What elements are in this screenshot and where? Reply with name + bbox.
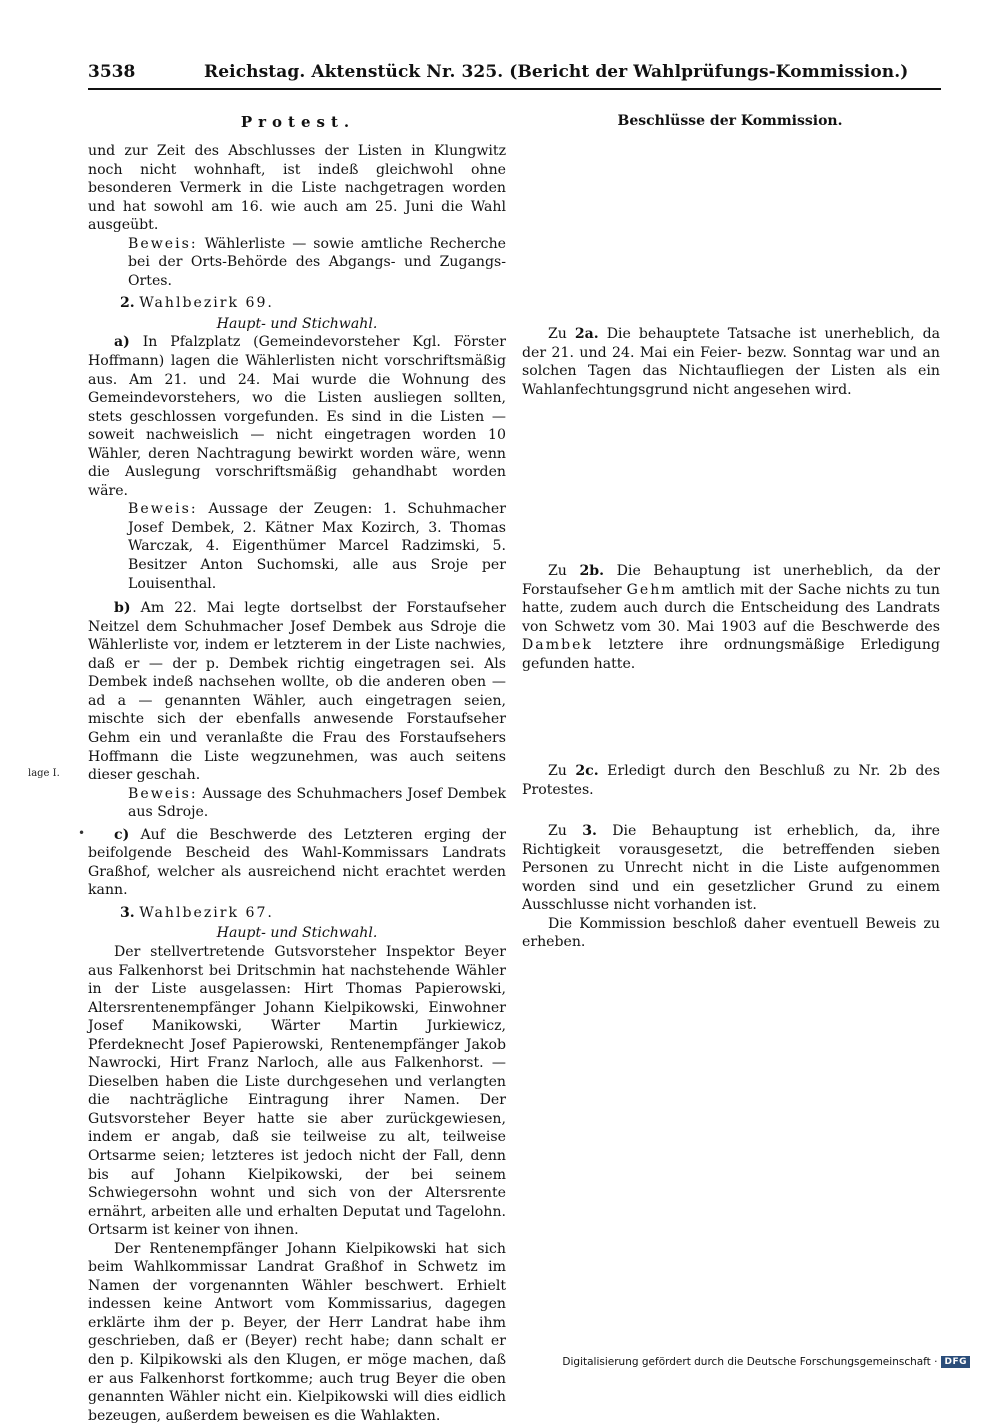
decision-2a: Zu 2a. Die behauptete Tatsache ist unerheblich, da der 21. und 24. Mai ein Feier- bezw. Sonntag war und an solchen Tagen das Nichtaufliegen der Listen als ein Wahlanfechtungsgrund nicht angesehen wird. [522, 326, 940, 398]
section-3-subheading: Haupt- und Stichwahl. [216, 925, 378, 942]
intro-evidence: Beweis: Wählerliste — sowie amtliche Recherche bei der Orts-Behörde des Abgangs- und Zugangs-Ortes. [128, 235, 506, 289]
intro-paragraph: und zur Zeit des Abschlusses der Listen in Klungwitz noch nicht wohnhaft, ist indeß gleichwohl ohne besonderen Vermerk in die Liste nachgetragen worden und hat sowohl am 16. wie auch am 25. Juni die Wahl ausgeübt. [88, 143, 506, 234]
left-column-heading: Protest. [240, 113, 356, 131]
header-rule [88, 88, 941, 90]
section-3-heading: 3. Wahlbezirk 67. [120, 904, 274, 921]
footer-text: Digitalisierung gefördert durch die Deutsche Forschungsgemeinschaft · [562, 1356, 938, 1368]
decision-2c: Zu 2c. Erledigt durch den Beschluß zu Nr. 2b des Protestes. [522, 763, 940, 798]
section-2-heading: 2. Wahlbezirk 69. [120, 295, 274, 312]
margin-dot: • [78, 826, 86, 840]
section-3-paragraph-2: Der Rentenempfänger Johann Kielpikowski hat sich beim Wahlkommissar Landrat Graßhof in Schwetz im Namen der vorgenannten Wähler beschwert. Erhielt indessen keine Antwort vom Kommissarius, dagegen erklärte ihm der p. Beyer, der Herr Landrat habe ihm geschrieben, daß er (Beyer) recht habe; dann schalt er den p. Kilpikowski als den Klugen, er möge machen, daß er aus Falkenhorst fortkomme; auch trug Beyer die oben genannten Wähler nicht ein. Kielpikowski will dies eidlich bezeugen, außerdem beweisen es die Wahlakten. [88, 1240, 506, 1424]
item-2b-evidence: Beweis: Aussage des Schuhmachers Josef Dembek aus Sdroje. [128, 785, 506, 821]
running-title: Reichstag. Aktenstück Nr. 325. (Bericht der Wahlprüfungs-Kommission.) [204, 62, 909, 82]
right-column-heading: Beschlüsse der Kommission. [617, 113, 843, 129]
item-2b: b) Am 22. Mai legte dortselbst der Forstaufseher Neitzel dem Schuhmacher Josef Dembek aus Sdroje die Wählerliste vor, indem er letzterem in der Liste nachwies, daß er — der p. Dembek richtig eingetragen sei. Als Dembek indeß nachsehen wollte, ob die anderen oben — ad a — genannten Wähler, auch eingetragen seien, mischte sich der ebenfalls anwesende Forstaufseher Gehm ein und veranlaßte die Frau des Forstaufsehers Hoffmann die Liste wegzunehmen, was auch seitens dieser geschah. [88, 600, 506, 784]
item-2a: a) In Pfalzplatz (Gemeindevorsteher Kgl. Förster Hoffmann) lagen die Wählerlisten nicht vorschriftsmäßig aus. Am 21. und 24. Mai wurde die Wohnung des Gemeindevorstehers, wo die Listen ausliegen sollten, stets geschlossen vorgefunden. Es sind in die Listen — soweit nachweislich — nicht eingetragen worden 10 Wähler, deren Nachtragung bewirkt worden wäre, wenn die Auslegung vorschriftsmäßig gehandhabt worden wäre. [88, 334, 506, 499]
page-header [88, 58, 941, 88]
section-2-subheading: Haupt- und Stichwahl. [216, 315, 378, 332]
dfg-logo: DFG [941, 1356, 970, 1368]
item-2c: c) Auf die Beschwerde des Letzteren erging der beifolgende Bescheid des Wahl-Kommissars Landrats Graßhof, welcher als ausreichend nicht erachtet werden kann. [88, 826, 507, 899]
margin-note: lage I. [28, 768, 60, 779]
protest-column [88, 142, 506, 1425]
item-2a-evidence: Beweis: Aussage der Zeugen: 1. Schuhmacher Josef Dembek, 2. Kätner Max Kozirch, 3. Thomas Warczak, 4. Eigenthümer Marcel Radzimski, 5. Besitzer Anton Suchomski, alle aus Sroje per Louisenthal. [128, 501, 506, 592]
page-number: 3538 [88, 62, 136, 82]
decision-3: Zu 3. Die Behauptung ist erheblich, da, ihre Richtigkeit vorausgesetzt, die betreffenden sieben Personen zu Unrecht nicht in die Liste aufgenommen worden sind und ein gesetzlicher Grund zu einem Ausschlusse nicht vorhanden ist. Die Kommission beschloß daher eventuell Beweis zu erheben. [522, 823, 940, 951]
decision-2b: Zu 2b. Die Behauptung ist unerheblich, da der Forstaufseher Gehm amtlich mit der Sache nichts zu tun hatte, zudem auch durch die Entscheidung des Landrats von Schwetz vom 30. Mai 1903 auf die Beschwerde des Dambek letztere ihre ordnungsmäßige Erledigung gefunden hatte. [522, 563, 941, 672]
footer-credit [562, 1356, 970, 1368]
section-3-paragraph-1: Der stellvertretende Gutsvorsteher Inspektor Beyer aus Falkenhorst bei Dritschmin hat nachstehende Wähler in der Liste ausgelassen: Hirt Thomas Papierowski, Altersrentenempfänger Johann Kielpikowski, Einwohner Josef Manikowski, Wärter Martin Jurkiewicz, Pferdeknecht Josef Papierowski, Rentenempfänger Jakob Nawrocki, Hirt Franz Narloch, alle aus Falkenhorst. — Dieselben haben die Liste durchgesehen und verlangten die nachträgliche Eintragung ihrer Namen. Der Gutsvorsteher Beyer hatte sie aber zurückgewiesen, indem er angab, daß sie teilweise zu alt, teilweise Ortsarme seien; letzteres ist jedoch nicht der Fall, denn bis auf Johann Kielpikowski, der bei seinem Schwiegersohn wohnt und sich von der Altersrente ernährt, arbeiten alle und erhalten Deputat und Tagelohn. Ortsarm ist keiner von ihnen. [88, 943, 506, 1239]
